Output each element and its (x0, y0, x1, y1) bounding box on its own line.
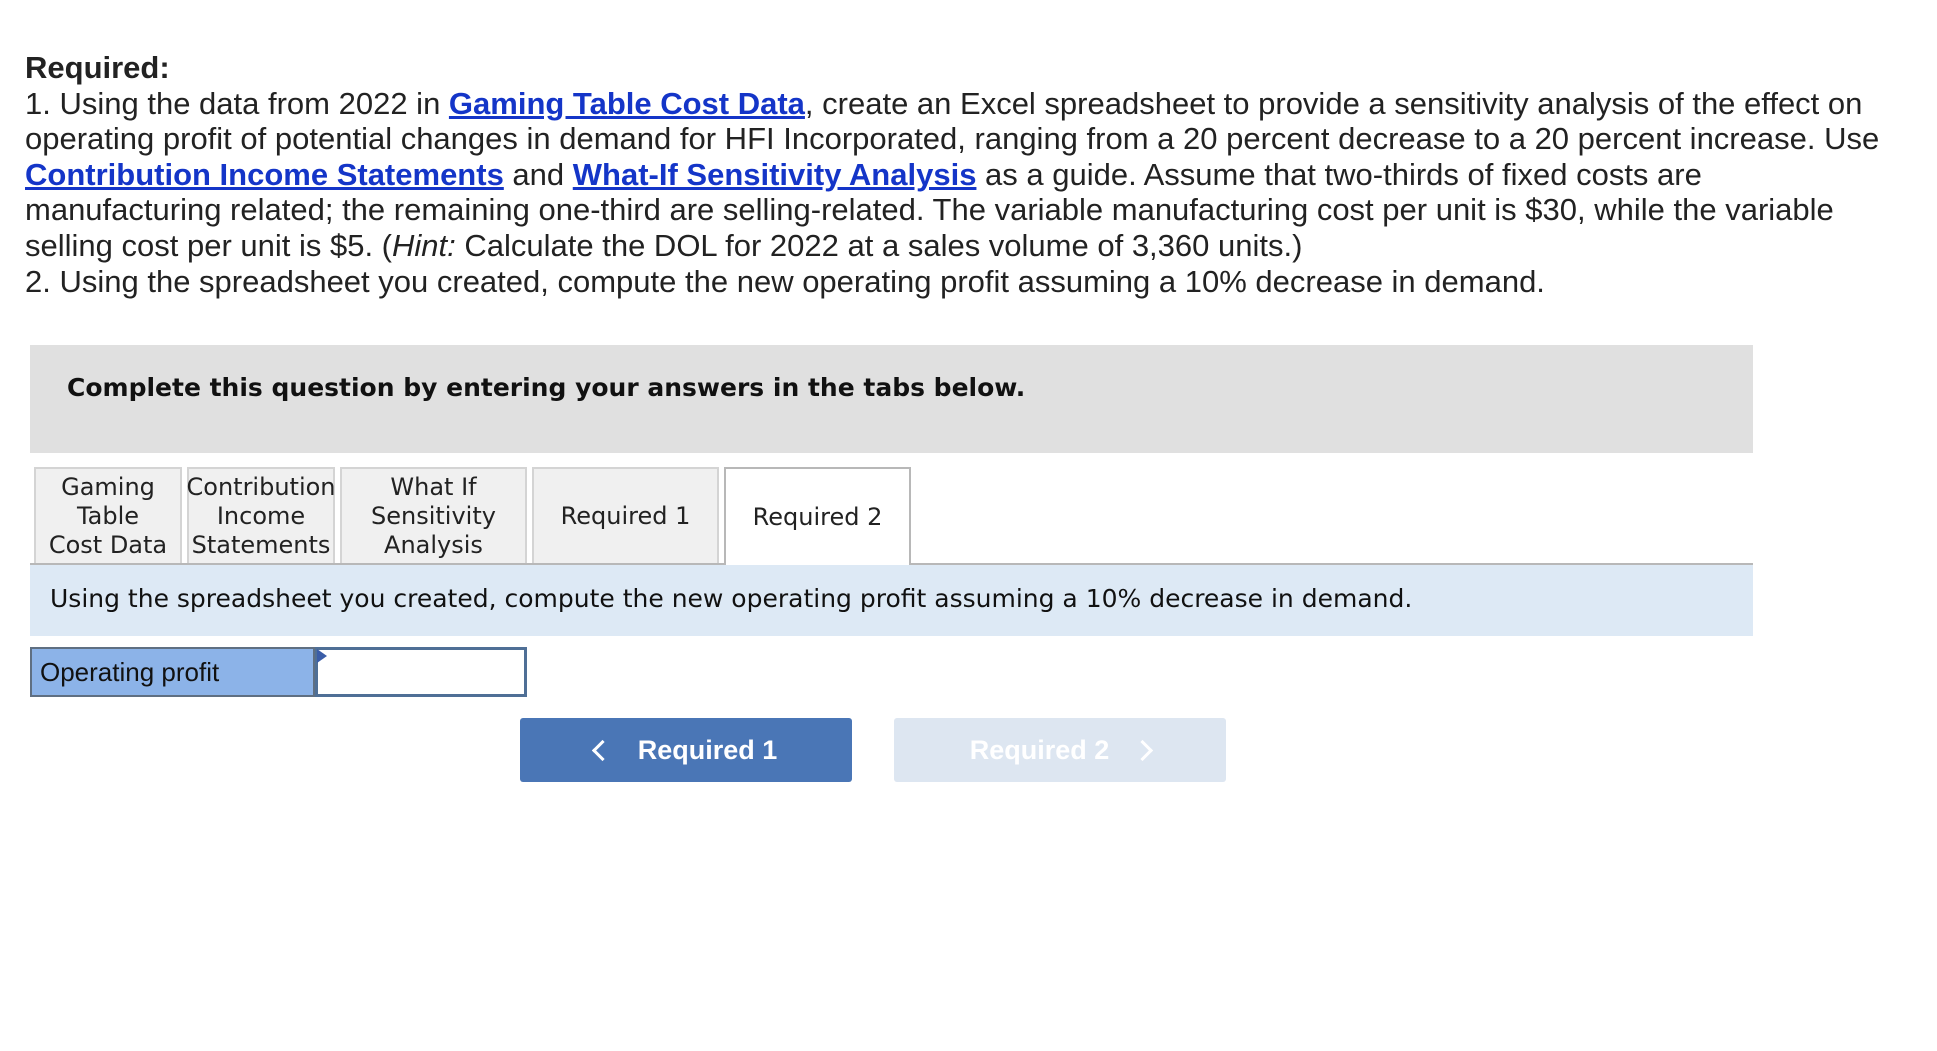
what-if-sensitivity-analysis-link[interactable]: What-If Sensitivity Analysis (572, 156, 977, 192)
contribution-income-statements-link[interactable]: Contribution Income Statements (25, 156, 504, 192)
tab-label-line: Income (216, 501, 306, 530)
next-button-label: Required 2 (969, 734, 1110, 765)
chevron-left-icon (592, 739, 613, 760)
operating-profit-label: Operating profit (30, 647, 315, 697)
tab-gaming-table-cost-data[interactable] (34, 467, 182, 563)
tab-required-2[interactable] (724, 467, 911, 565)
tab-label-line: Statements (191, 530, 331, 559)
tab-what-if-sensitivity-analysis[interactable] (340, 467, 527, 563)
cell-marker-icon (317, 649, 327, 663)
question-banner (30, 565, 1753, 636)
item1-text-mid3: as a guide. Assume that two-thirds of fixed costs are manufacturing related; the remaining one-third are selling-related. The variable manufacturing cost per unit is $30, while the variable selling cost per unit is $5. ( (25, 156, 1834, 263)
item1-text-start: 1. Using the data from 2022 in (25, 85, 449, 121)
hint-label: Hint: (392, 227, 456, 263)
tab-label-line: Sensitivity (371, 501, 496, 530)
required-item-1 (25, 86, 1895, 264)
item1-text-mid2: and (503, 156, 573, 192)
operating-profit-cell (315, 647, 527, 697)
prev-button-label: Required 1 (637, 734, 778, 765)
tab-contribution-income-statements[interactable] (187, 467, 335, 563)
previous-required-1-button[interactable] (520, 718, 852, 782)
tab-label-line: Gaming Table (61, 472, 155, 530)
answer-row (30, 647, 527, 697)
required-section (25, 50, 1895, 299)
tab-label-line: Analysis (384, 530, 483, 559)
tab-label-line: Cost Data (48, 530, 168, 559)
tab-required-1[interactable] (532, 467, 719, 563)
tab-label-line: Contribution (186, 472, 336, 501)
instruction-banner (30, 345, 1753, 453)
tab-label-line: Required 1 (560, 501, 691, 530)
tab-bar (34, 467, 916, 565)
item1-text-mid1: , create an Excel spreadsheet to provide a sensitivity analysis of the effect on operating profit of potential changes in demand for HFI Incorporated, ranging from a 20 percent decrease to a 20 percent increase. Use (25, 85, 1880, 157)
question-text: Using the spreadsheet you created, compute the new operating profit assuming a 10% decrease in demand. (50, 584, 1413, 613)
item1-text-end: Calculate the DOL for 2022 at a sales volume of 3,360 units.) (455, 227, 1303, 263)
required-heading: Required: (25, 50, 170, 85)
gaming-table-cost-data-link[interactable]: Gaming Table Cost Data (448, 85, 805, 121)
tab-label-line: What If (390, 472, 477, 501)
operating-profit-input[interactable] (315, 647, 527, 697)
required-item-2: 2. Using the spreadsheet you created, compute the new operating profit assuming a 10% decrease in demand. (25, 263, 1545, 299)
chevron-right-icon (1132, 739, 1153, 760)
next-required-2-button[interactable] (894, 718, 1226, 782)
instruction-text: Complete this question by entering your answers in the tabs below. (67, 373, 1026, 402)
tab-label-line: Required 2 (752, 502, 883, 531)
